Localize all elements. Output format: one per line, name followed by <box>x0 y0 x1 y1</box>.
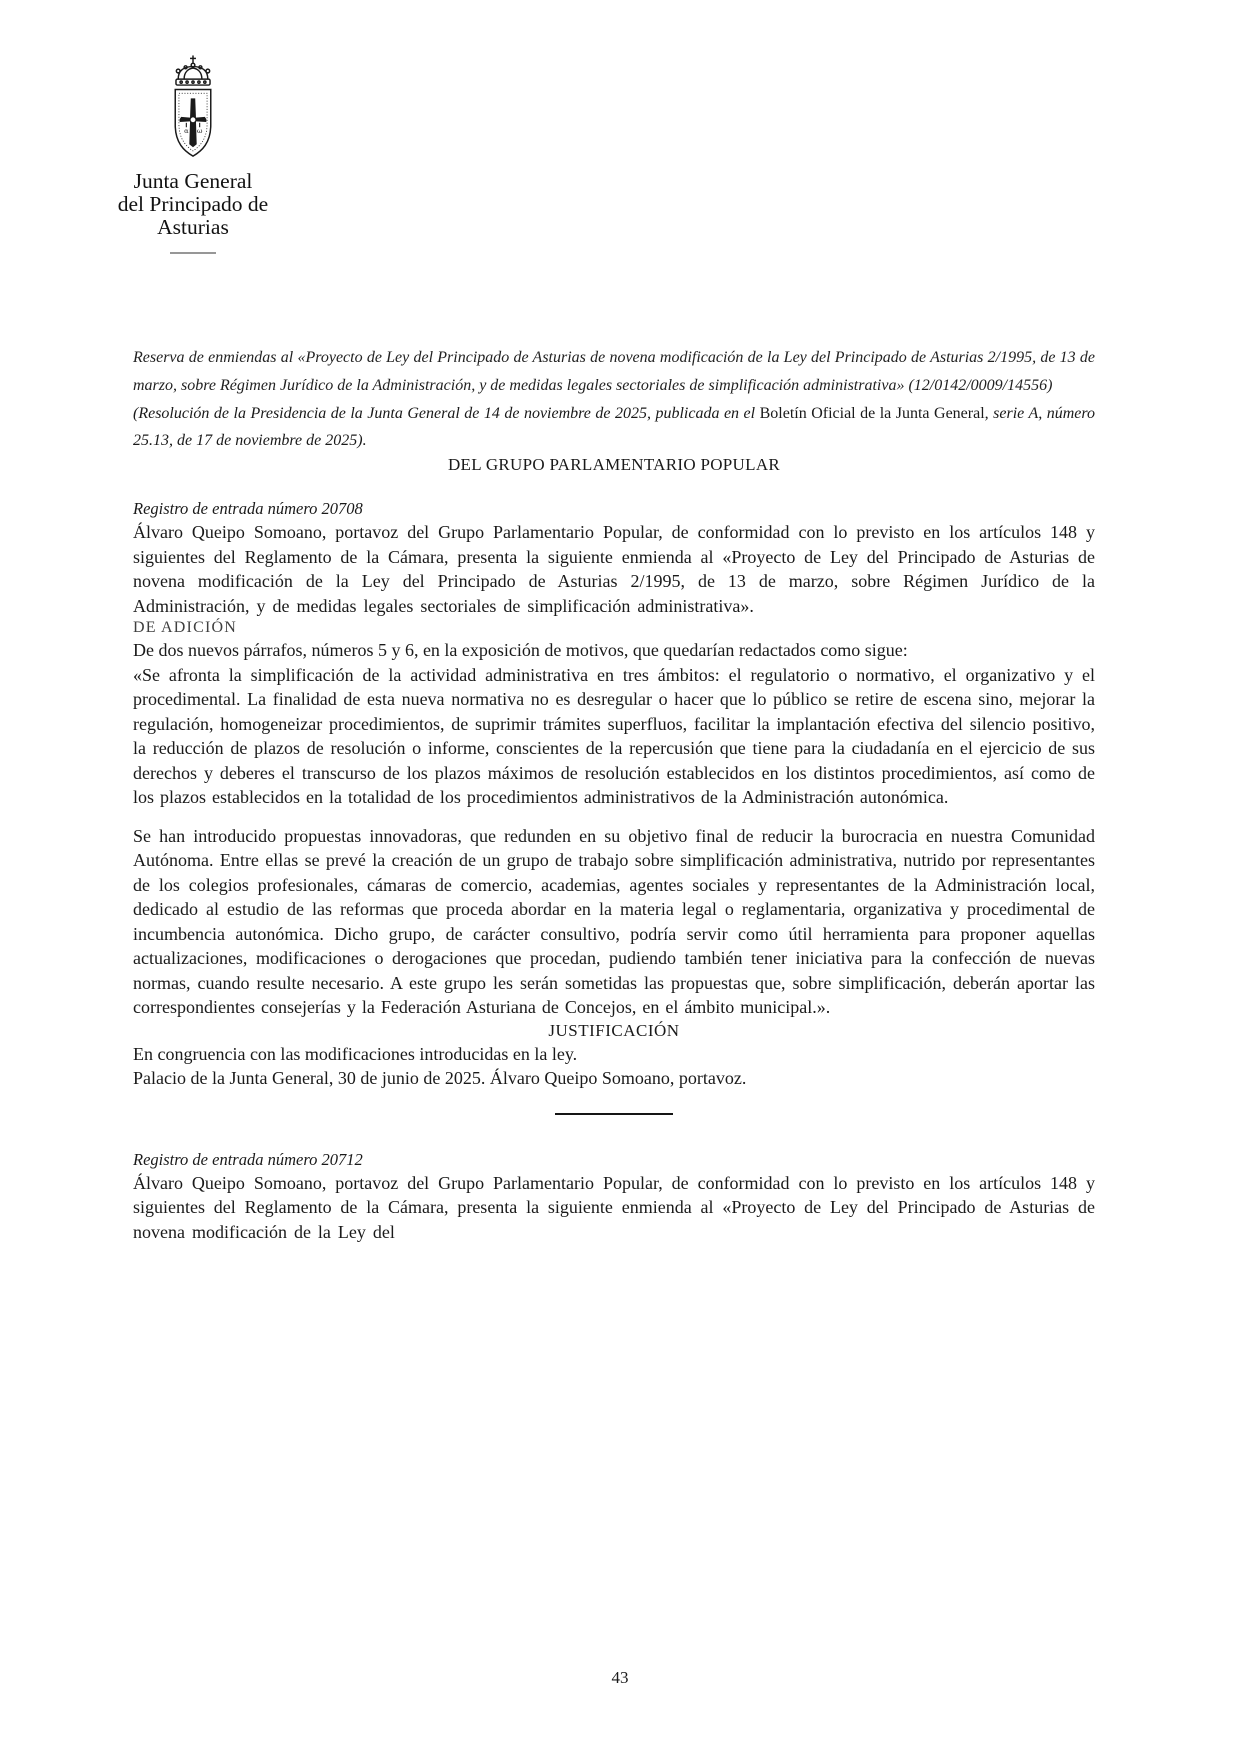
resolucion-text-post: , serie A, número 25.13, de 17 de noviembre de 2025). <box>133 405 1096 449</box>
amendment-quote-paragraph-1: «Se afronta la simplificación de la actividad administrativa en tres ámbitos: el regulatorio o normativo, el organizativo y el procedimental. La finalidad de esta nueva normativa no es desregular o hacer que lo público se retire de escena sino, mejorar la regulación, homogeneizar procedimientos, de suprimir trámites superfluos, facilitar la implantación efectiva del silencio positivo, la reducción de plazos de resolución o informe, conscientes de la repercusión que tiene para la ciudadanía en el ejercicio de sus derechos y deberes el transcurso de los plazos máximos de resolución establecidos en los distintos procedimientos, así como de los plazos establecidos en la totalidad de los procedimientos administrativos de la Administración autonómica. <box>133 664 1095 807</box>
org-name-line2: del Principado de Asturias <box>117 192 269 239</box>
resolucion-paragraph <box>133 400 1095 454</box>
asturias-coat-of-arms-icon <box>156 52 230 164</box>
boletin-oficial-reference: Boletín Oficial de la Junta General <box>759 405 985 422</box>
svg-text:α: α <box>184 127 189 136</box>
parliamentary-group-heading: DEL GRUPO PARLAMENTARIO POPULAR <box>447 455 781 474</box>
resolucion-text-pre: (Resolución de la Presidencia de la Junta General de 14 de noviembre de 2025, publicada en el <box>133 405 760 422</box>
org-name <box>80 170 306 239</box>
amendment-quote-paragraph-2: Se han introducido propuestas innovadoras, que redunden en su objetivo final de reducir la burocracia en nuestra Comunidad Autónoma. Entre ellas se prevé la creación de un grupo de trabajo sobre simplificación administrativa, nutrido por representantes de los colegios profesionales, cámaras de comercio, academias, agentes sociales y representantes de la Administración local, dedicado al estudio de las reformas que proceda abordar en la materia legal o reglamentaria, organizativa y procedimental de incumbencia autonómica. Dicho grupo, de carácter consultivo, podría servir como útil herramienta para proponer aquellas actualizaciones, modificaciones o derogaciones que procedan, pudiendo también tener iniciativa para la confección de nuevas normas, cuando resulte necesario. A este grupo les serán sometidas las propuestas que, sobre simplificación, deberán aportar las correspondientes consejerías y la Federación Asturiana de Concejos, en el ámbito municipal.». <box>133 825 1095 1017</box>
org-name-line1: Junta General <box>133 169 253 193</box>
justification-text: En congruencia con las modificaciones introducidas en la ley. <box>133 1043 578 1064</box>
document-content <box>133 344 1095 1244</box>
section-divider <box>555 1113 673 1115</box>
page-number: 43 <box>611 1668 629 1687</box>
amendment-intro-paragraph: Álvaro Queipo Somoano, portavoz del Grupo Parlamentario Popular, de conformidad con lo previsto en los artículos 148 y siguientes del Reglamento de la Cámara, presenta la siguiente enmienda al «Proyecto de Ley del Principado de Asturias de novena modificación de la Ley del Principado de Asturias 2/1995, de 13 de marzo, sobre Régimen Jurídico de la Administración, y de medidas legales sectoriales de simplificación administrativa». <box>133 522 1095 616</box>
letterhead <box>80 52 306 254</box>
amendment-intro-paragraph-2: Álvaro Queipo Somoano, portavoz del Grupo Parlamentario Popular, de conformidad con lo previsto en los artículos 148 y siguientes del Reglamento de la Cámara, presenta la siguiente enmienda al «Proyecto de Ley del Principado de Asturias de novena modificación de la Ley del <box>133 1172 1095 1242</box>
amendment-scope-paragraph: De dos nuevos párrafos, números 5 y 6, en la exposición de motivos, que quedarían redactados como sigue: <box>133 640 908 660</box>
registry-number-20708: Registro de entrada número 20708 <box>133 499 363 518</box>
reserva-paragraph: Reserva de enmiendas al «Proyecto de Ley del Principado de Asturias de novena modificación de la Ley del Principado de Asturias 2/1995, de 13 de marzo, sobre Régimen Jurídico de la Administración, y de medidas legales sectoriales de simplificación administrativa» (12/0142/0009/14556) <box>133 349 1095 394</box>
svg-text:ω: ω <box>196 127 203 136</box>
letterhead-dash <box>170 252 216 254</box>
justification-heading: JUSTIFICACIÓN <box>548 1020 680 1040</box>
amendment-type-label: DE ADICIÓN <box>133 619 237 636</box>
amendment-entry-20712 <box>133 1149 1095 1245</box>
closing-signature-line: Palacio de la Junta General, 30 de junio de 2025. Álvaro Queipo Somoano, portavoz. <box>133 1067 747 1088</box>
registry-number-20712: Registro de entrada número 20712 <box>133 1149 363 1169</box>
amendment-entry-20708 <box>133 498 1095 1090</box>
